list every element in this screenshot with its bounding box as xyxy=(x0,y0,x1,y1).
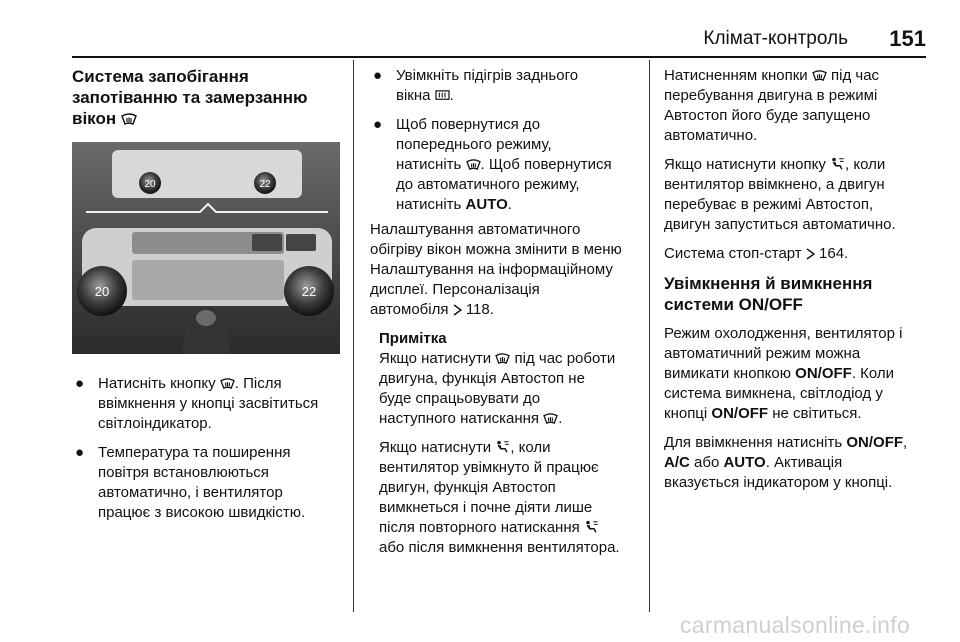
fan-icon xyxy=(584,520,599,534)
page-number: 151 xyxy=(889,26,926,51)
reference-arrow-icon xyxy=(806,248,815,260)
paragraph: Налаштування автоматичного обігріву вікон можна змінити в меню Налаштування на інформаційному дисплеї. Персоналізація автомобіля 118. xyxy=(370,221,622,318)
reference-arrow-icon xyxy=(453,304,462,316)
column-divider-2 xyxy=(649,60,650,612)
note-paragraph: Якщо натиснути , коли вентилятор увімкнуто й працює двигун, функція Автостоп вимкнеться і почне діяти лише після повторного натискання або після вимкнення вентилятора. xyxy=(379,439,620,556)
svg-text:20: 20 xyxy=(144,179,156,190)
section-heading: Система запобігання запотіванню та замерзанню вікон xyxy=(72,67,308,128)
svg-text:20: 20 xyxy=(94,284,110,299)
list-item: ● Увімкніть підігрів заднього вікна . xyxy=(373,67,579,104)
list-item: ● Натисніть кнопку . Після ввімкнення у кнопці засвітиться світлоіндикатор. xyxy=(75,375,319,432)
list-item: ● Щоб повернутися до попереднього режиму, натисніть . Щоб повернутися до автоматичного режиму, натисніть AUTO. xyxy=(373,116,612,213)
windshield-defrost-icon xyxy=(495,352,510,365)
note-heading: Примітка xyxy=(379,330,447,347)
windshield-defrost-icon xyxy=(121,112,137,126)
fan-icon xyxy=(495,440,510,454)
list-item: ● Температура та поширення повітря встановлюються автоматично, і вентилятор працює з високою швидкістю. xyxy=(75,444,306,521)
column-3 xyxy=(664,66,926,493)
svg-text:22: 22 xyxy=(259,179,271,190)
svg-text:22: 22 xyxy=(301,284,317,299)
paragraph: Режим охолодження, вентилятор і автоматичний режим можна вимикати кнопкою ON/OFF. Коли система вимкнена, світлодіод у кнопці ON/OFF не світиться. xyxy=(664,325,903,422)
column-2 xyxy=(370,66,636,558)
column-divider-1 xyxy=(353,60,354,612)
note-paragraph: Якщо натиснути під час роботи двигуна, функція Автостоп не буде спрацьовувати до наступного натискання . xyxy=(379,350,616,427)
column-1 xyxy=(72,66,340,523)
section-heading: Увімкнення й вимкнення системи ON/OFF xyxy=(664,274,873,314)
windshield-defrost-icon xyxy=(812,69,827,82)
paragraph: Натисненням кнопки під час перебування двигуна в режимі Автостоп його буде запущено автоматично. xyxy=(664,67,880,144)
paragraph: Якщо натиснути кнопку , коли вентилятор ввімкнено, а двигун перебуває в режимі Автостоп, двигун запуститься автоматично. xyxy=(664,156,896,233)
windshield-defrost-icon xyxy=(466,158,481,171)
rear-window-heat-icon xyxy=(435,89,450,102)
climate-panel-photo xyxy=(72,142,340,354)
windshield-defrost-icon xyxy=(220,377,235,390)
windshield-defrost-icon xyxy=(543,412,558,425)
paragraph: Система стоп-старт 164. xyxy=(664,245,849,262)
page-header xyxy=(72,22,926,58)
section-title: Клімат-контроль xyxy=(703,28,848,49)
watermark: carmanualsonline.info xyxy=(680,612,911,638)
fan-icon xyxy=(830,157,845,171)
paragraph: Для ввімкнення натисніть ON/OFF, A/C або AUTO. Активація вказується індикатором у кнопці. xyxy=(664,434,908,491)
